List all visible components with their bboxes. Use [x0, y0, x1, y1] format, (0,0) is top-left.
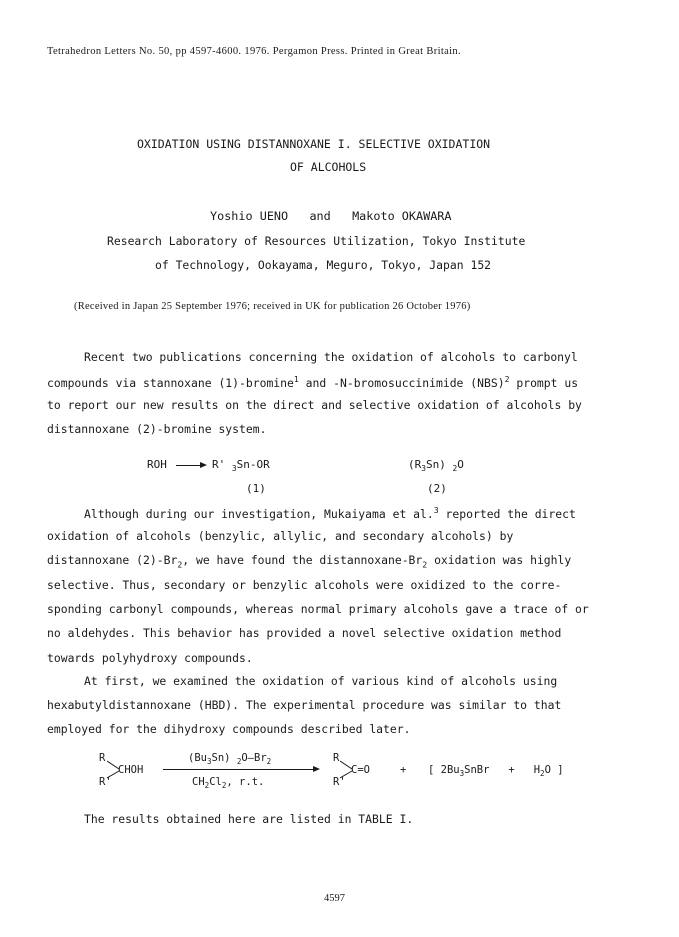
byproduct-sub1: 3	[459, 769, 465, 779]
authors	[210, 209, 452, 223]
scheme2-arrow-shaft	[163, 769, 315, 770]
para2-line-1	[84, 505, 576, 521]
scheme2-r-top: R	[99, 752, 106, 764]
solvent-b: Cl	[209, 776, 222, 788]
para1-text-a: compounds via stannoxane (1)-bromine	[47, 375, 294, 390]
para1-line-3: to report our new results on the direct and selective oxidation of alcohols by	[47, 398, 582, 412]
byproduct-o: O ]	[544, 764, 564, 776]
scheme2-product-r-top: R	[333, 752, 340, 764]
solvent-sub2: 2	[221, 781, 227, 791]
solvent-a: CH	[192, 776, 205, 788]
solvent-c: , r.t.	[226, 776, 265, 788]
dist-b: Sn)	[426, 458, 446, 471]
title-line-2: OF ALCOHOLS	[290, 160, 367, 174]
para2-l3-a: distannoxane (2)-Br	[47, 553, 178, 567]
para2-line-2: oxidation of alcohols (benzylic, allylic, and secondary alcohols) by	[47, 529, 514, 543]
reagent-sub2: 2	[236, 757, 242, 767]
reagent-a: (Bu	[188, 752, 207, 764]
dist-sub1: 3	[421, 464, 427, 474]
journal-header: Tetrahedron Letters No. 50, pp 4597-4600. 1976. Pergamon Press. Printed in Great Britain.	[47, 46, 461, 57]
para3-line-2: hexabutyldistannoxane (HBD). The experimental procedure was similar to that	[47, 698, 562, 712]
para2-text-a: Although during our investigation, Mukaiyama et al.	[84, 506, 434, 521]
scheme1-distannoxane	[408, 458, 464, 473]
compound-label-1: (1)	[246, 482, 266, 495]
para2-line-7: towards polyhydroxy compounds.	[47, 651, 253, 665]
scheme2-byproducts	[428, 764, 564, 778]
dist-sub2: 2	[452, 464, 458, 474]
compound-label-2: (2)	[427, 482, 447, 495]
scheme2-product-r-bottom: R'	[333, 776, 346, 788]
ref-1: 1	[293, 374, 299, 384]
para2-l3-sub1: 2	[177, 559, 183, 570]
para1-text-c: prompt us	[509, 375, 579, 390]
para2-line-5: sponding carbonyl compounds, whereas normal primary alcohols gave a trace of or	[47, 602, 589, 616]
affiliation-line-1: Research Laboratory of Resources Utilization, Tokyo Institute	[107, 234, 526, 248]
para3-line-1: At first, we examined the oxidation of various kind of alcohols using	[84, 674, 558, 688]
scheme2-solvent	[192, 776, 264, 790]
para2-l3-b: , we have found the distannoxane-Br	[182, 553, 423, 567]
para3-line-3: employed for the dihydroxy compounds described later.	[47, 722, 411, 736]
reagent-b: Sn)	[211, 752, 231, 764]
reagent-sub1: 3	[206, 757, 212, 767]
byproduct-h: H	[533, 764, 541, 776]
scheme2-reagent	[188, 752, 271, 766]
byproduct-b: SnBr	[464, 764, 490, 776]
product-sub: 3	[231, 464, 237, 474]
para2-text-b: reported the direct	[438, 506, 576, 521]
para1-line-2	[47, 374, 578, 390]
author-2: Makoto OKAWARA	[352, 209, 452, 223]
page-number: 4597	[324, 893, 345, 904]
author-conjunction: and	[309, 209, 331, 223]
dist-c: O	[457, 458, 464, 471]
affiliation-line-2: of Technology, Ookayama, Meguro, Tokyo, Japan 152	[155, 258, 492, 272]
scheme2-choh: CHOH	[118, 764, 144, 776]
para2-l3-c: oxidation was highly	[427, 553, 572, 567]
title-line-1: OXIDATION USING DISTANNOXANE I. SELECTIVE OXIDATION	[137, 137, 491, 151]
solvent-sub1: 2	[204, 781, 210, 791]
scheme2-carbonyl: C=O	[351, 764, 370, 776]
scheme2-plus-1: +	[400, 764, 407, 776]
dist-a: (R	[408, 458, 422, 471]
scheme1-arrow-shaft	[176, 465, 202, 466]
para2-line-3	[47, 553, 571, 569]
scheme1-product	[212, 458, 270, 473]
para2-line-6: no aldehydes. This behavior has provided a novel selective oxidation method	[47, 626, 562, 640]
para1-text-b: and -N-bromosuccinimide (NBS)	[298, 375, 505, 390]
scheme2-arrow-head	[313, 766, 320, 772]
scheme1-arrow-head	[200, 462, 207, 468]
product-sn: Sn-OR	[236, 458, 270, 471]
reagent-c: O—Br	[241, 752, 267, 764]
scheme1-reactant: ROH	[147, 458, 167, 471]
ref-2: 2	[504, 374, 510, 384]
para2-l3-sub2: 2	[422, 559, 428, 570]
byproduct-sub2: 2	[540, 769, 545, 779]
product-r: R'	[212, 458, 226, 471]
scheme2-r-bottom: R'	[99, 776, 112, 788]
para2-line-4: selective. Thus, secondary or benzylic alcohols were oxidized to the corre-	[47, 578, 562, 592]
para4: The results obtained here are listed in TABLE I.	[84, 812, 414, 826]
author-1: Yoshio UENO	[210, 209, 289, 223]
received-dates: (Received in Japan 25 September 1976; received in UK for publication 26 October 1976)	[74, 301, 471, 312]
reagent-sub3: 2	[266, 757, 272, 767]
para1-line-4: distannoxane (2)-bromine system.	[47, 422, 267, 436]
para1-line-1: Recent two publications concerning the oxidation of alcohols to carbonyl	[84, 350, 578, 364]
ref-3: 3	[433, 505, 439, 515]
byproduct-a: [ 2Bu	[428, 764, 460, 776]
scheme2-plus-2: +	[508, 764, 515, 776]
